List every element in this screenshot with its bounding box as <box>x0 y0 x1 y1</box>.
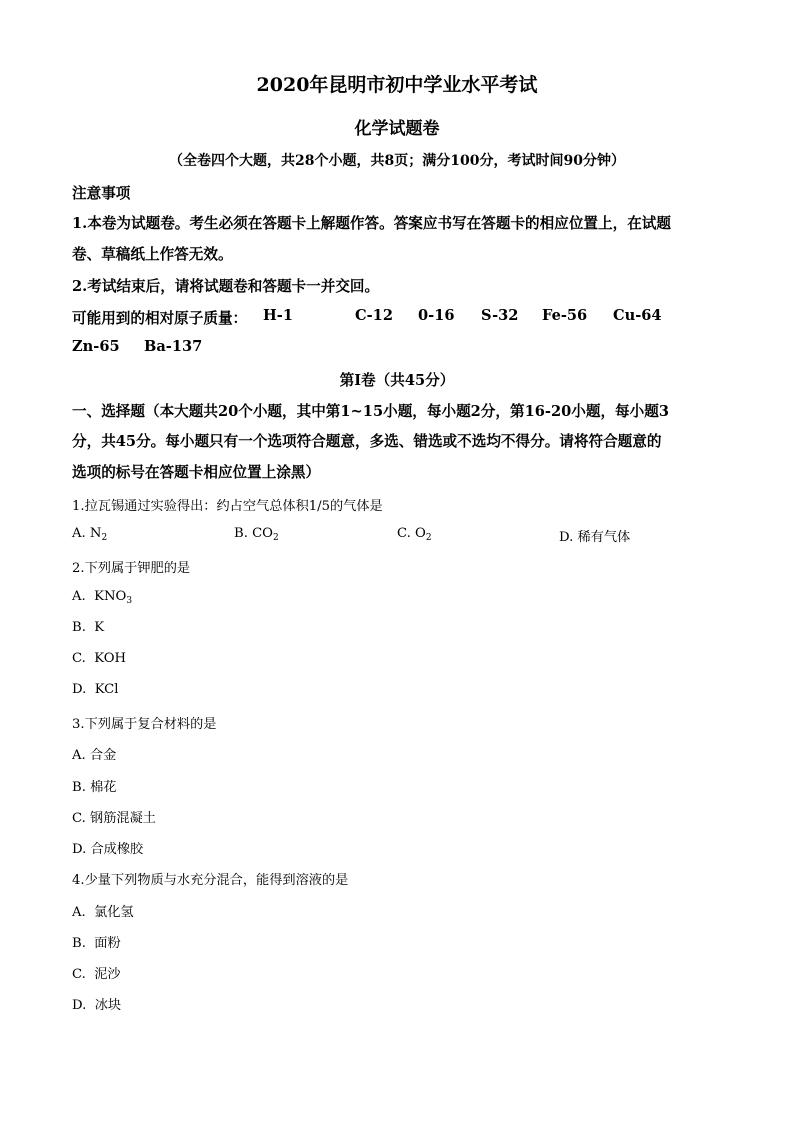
atomic-mass-h: H-1 <box>263 307 293 324</box>
atomic-mass-s: S-32 <box>481 307 519 324</box>
question-4-stem: 4.少量下列物质与水充分混合，能得到溶液的是 <box>72 873 349 888</box>
question-1-option-c: C. $O_2$ <box>397 526 432 543</box>
question-4-option-b: B. 面粉 <box>72 936 121 951</box>
atomic-mass-c: C-12 <box>355 307 393 324</box>
question-3-option-c: C. 钢筋混凝土 <box>72 811 156 826</box>
atomic-masses-line-1 <box>72 307 722 329</box>
notes-item-1-line-1: 1.本卷为试题卷。考生必须在答题卡上解题作答。答案应书写在答题卡的相应位置上，在试题 <box>72 215 671 232</box>
notes-item-1-line-2: 卷、草稿纸上作答无效。 <box>72 246 233 263</box>
section-1-instructions-line-3: 选项的标号在答题卡相应位置上涂黑） <box>72 464 321 481</box>
notes-heading: 注意事项 <box>72 185 131 202</box>
question-1-stem: 1.拉瓦锡通过实验得出：约占空气总体积1/5的气体是 <box>72 499 383 514</box>
exam-subtitle: 化学试题卷 <box>354 119 440 139</box>
exam-info: （全卷四个大题，共28个小题，共8页；满分100分，考试时间90分钟） <box>169 153 625 169</box>
atomic-mass-cu: Cu-64 <box>613 307 662 324</box>
atomic-mass-ba: Ba-137 <box>144 338 203 355</box>
section-1-title: 第Ⅰ卷（共45分） <box>339 372 455 389</box>
question-2-option-b: B. K <box>72 620 105 635</box>
atomic-masses-label: 可能用到的相对原子质量： <box>72 310 248 327</box>
question-3-option-a: A. 合金 <box>72 748 117 763</box>
section-1-instructions-line-2: 分，共45分。每小题只有一个选项符合题意，多选、错选或不选均不得分。请将符合题意的 <box>72 433 662 450</box>
question-2-stem: 2.下列属于钾肥的是 <box>72 561 191 576</box>
question-1-option-b: B. $CO_2$ <box>234 526 279 543</box>
section-1-instructions-line-1: 一、选择题（本大题共20个小题，其中第1~15小题，每小题2分，第16-20小题，每小题3 <box>72 403 669 420</box>
question-1-option-a: A. $N_2$ <box>72 526 108 543</box>
question-1-option-d: D. 稀有气体 <box>559 530 631 545</box>
question-3-option-d: D. 合成橡胶 <box>72 842 144 857</box>
question-3-option-b: B. 棉花 <box>72 780 117 795</box>
question-2-option-c: C. KOH <box>72 651 127 666</box>
question-4-option-d: D. 冰块 <box>72 998 122 1013</box>
atomic-mass-zn: Zn-65 <box>72 338 120 355</box>
question-3-stem: 3.下列属于复合材料的是 <box>72 717 217 732</box>
atomic-mass-o: 0-16 <box>418 307 455 324</box>
atomic-mass-fe: Fe-56 <box>542 307 588 324</box>
exam-title: 2020年昆明市初中学业水平考试 <box>256 74 538 96</box>
notes-item-2: 2.考试结束后，请将试题卷和答题卡一并交回。 <box>72 278 380 295</box>
atomic-masses-line-2 <box>72 338 372 360</box>
question-4-option-a: A. 氯化氢 <box>72 905 134 920</box>
question-2-option-d: D. KCl <box>72 682 119 697</box>
question-2-option-a: A. $KNO_3$ <box>72 589 133 606</box>
question-4-option-c: C. 泥沙 <box>72 967 121 982</box>
